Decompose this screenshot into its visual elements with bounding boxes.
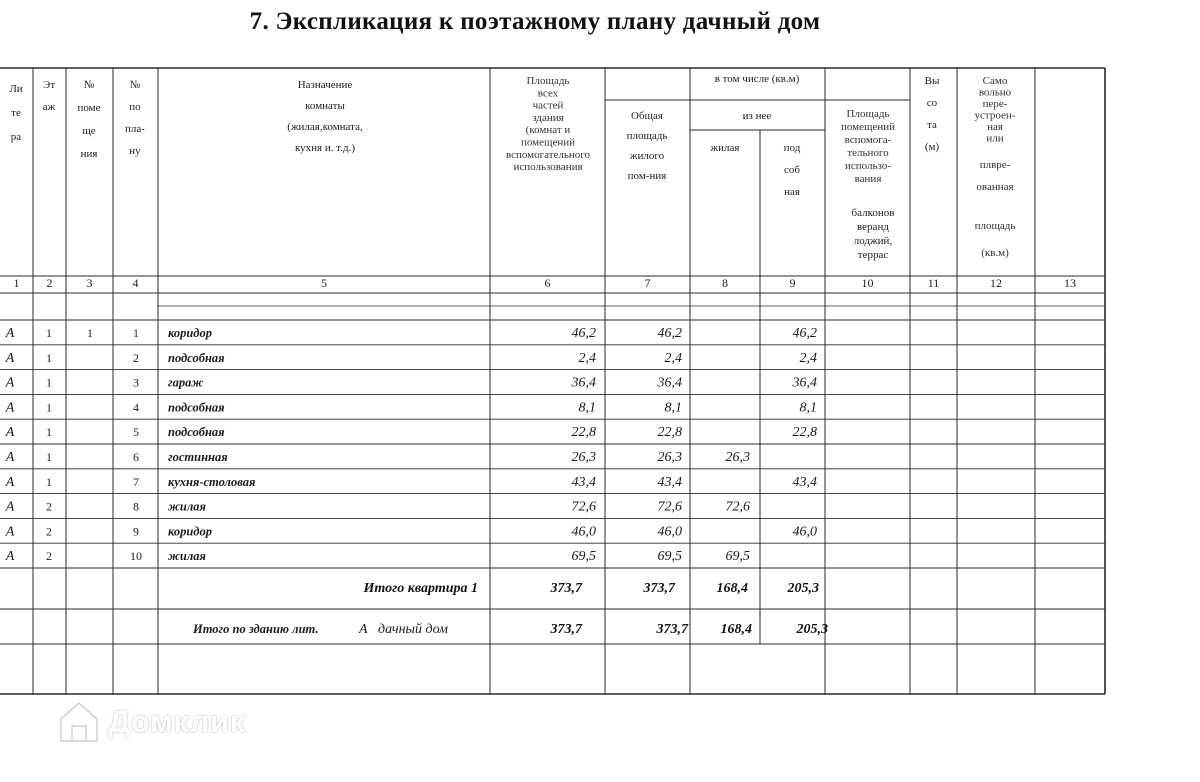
column-number: 4 [132, 276, 139, 290]
header-samovolno: пере- [982, 98, 1008, 110]
cell-litera: А [5, 474, 15, 490]
header-ploshchad-vspom: тельного [847, 147, 889, 159]
header-ploshchad-vsekh: Площадь [526, 75, 570, 87]
cell-etazh: 1 [46, 450, 52, 464]
cell-litera: А [5, 450, 15, 465]
header-ploshchad-vsekh: всех [537, 87, 559, 100]
header-nomer-po-planu: № [129, 79, 141, 91]
header-obshchaya: Общая [631, 110, 663, 122]
cell-ploshchad-vsekh: 26,3 [571, 450, 596, 465]
cell-nomer-po-planu: 1 [133, 326, 139, 340]
cell-ploshchad-vsekh: 72,6 [571, 499, 596, 515]
column-number: 3 [86, 276, 93, 290]
watermark [58, 698, 246, 746]
header-v-tom-chisle: в том числе (кв.м) [714, 73, 800, 85]
cell-ploshchad-vsekh: 46,0 [571, 524, 596, 540]
house-logo-icon [58, 699, 100, 745]
header-ploshchad-vspom: Площадь [846, 108, 890, 120]
cell-nomer-po-planu: 4 [133, 400, 139, 415]
cell-obshchaya: 43,4 [657, 474, 682, 490]
cell-etazh: 1 [46, 400, 52, 415]
header-nomer-pomeshcheniya: ния [80, 148, 98, 160]
total-zdanie-suffix: дачный дом [378, 622, 448, 637]
cell-naznachenie: подсобная [168, 400, 225, 415]
cell-obshchaya: 72,6 [657, 499, 682, 515]
header-nomer-pomeshcheniya: № [83, 79, 95, 91]
header-balkonov: террас [857, 249, 889, 261]
cell-podsobnaya: 22,8 [792, 425, 817, 441]
header-naznachenie: кухня и. т.д.) [294, 142, 356, 154]
cell-obshchaya: 69,5 [657, 549, 682, 565]
header-samovolno: ованная [976, 181, 1014, 193]
column-number: 10 [861, 276, 874, 290]
cell-nomer-po-planu: 6 [133, 450, 139, 464]
header-ploshchad-vspom: вания [854, 173, 882, 185]
cell-litera: А [5, 326, 15, 341]
header-vysota: со [926, 97, 938, 109]
cell-etazh: 2 [46, 524, 52, 539]
cell-etazh: 1 [46, 326, 52, 340]
cell-ploshchad-vsekh: 36,4 [571, 375, 596, 391]
cell-naznachenie: гостинная [168, 450, 228, 464]
cell-podsobnaya: 36,4 [792, 375, 817, 391]
cell-etazh: 2 [46, 549, 52, 564]
header-samovolno: площадь [974, 220, 1016, 232]
header-vysota: та [927, 119, 937, 131]
cell-nomer-po-planu: 8 [133, 499, 139, 514]
header-ploshchad-vsekh: (комнат и [525, 124, 571, 137]
total-kvartira-total: 373,7 [550, 581, 582, 596]
header-samovolno: ная [987, 121, 1003, 133]
cell-podsobnaya: 8,1 [799, 400, 817, 416]
cell-naznachenie: жилая [168, 549, 206, 564]
header-ploshchad-vspom: вспомога- [844, 134, 892, 146]
watermark-text: Домклик [108, 704, 246, 739]
header-litera: те [11, 107, 21, 119]
header-nomer-po-planu: по [129, 101, 141, 113]
cell-nomer-po-planu: 3 [133, 375, 139, 390]
cell-naznachenie: коридор [168, 524, 213, 539]
header-obshchaya: жилого [629, 150, 665, 162]
header-samovolno: или [986, 132, 1004, 145]
cell-obshchaya: 46,2 [657, 326, 682, 341]
cell-obshchaya: 26,3 [657, 450, 682, 465]
header-etazh: аж [42, 101, 56, 113]
cell-naznachenie: жилая [168, 499, 206, 514]
cell-ploshchad-vsekh: 46,2 [571, 326, 596, 341]
header-balkonov: лоджий, [853, 235, 893, 247]
header-ploshchad-vsekh: вспомогательного [505, 148, 591, 161]
header-obshchaya: площадь [626, 130, 668, 142]
cell-etazh: 2 [46, 499, 52, 514]
cell-obshchaya: 46,0 [657, 524, 682, 540]
cell-obshchaya: 8,1 [664, 400, 682, 416]
header-ploshchad-vsekh: здания [532, 111, 564, 124]
cell-naznachenie: коридор [168, 326, 213, 340]
column-number: 9 [789, 276, 796, 290]
total-kvartira-obshchaya: 373,7 [643, 581, 675, 596]
cell-litera: А [5, 375, 15, 391]
header-zhilaya: жилая [710, 142, 740, 154]
header-podsobnaya: ная [784, 186, 800, 198]
total-zdanie-zhilaya: 168,4 [720, 622, 752, 637]
header-samovolno: устроен- [974, 109, 1016, 122]
cell-zhilaya: 69,5 [725, 549, 750, 565]
cell-obshchaya: 22,8 [657, 425, 682, 441]
header-balkonov: балконов [851, 207, 895, 219]
header-ploshchad-vspom: использо- [845, 160, 891, 172]
column-number: 1 [13, 276, 20, 290]
column-number: 5 [321, 276, 327, 290]
cell-nomer-po-planu: 7 [133, 474, 139, 489]
cell-litera: А [5, 400, 15, 416]
header-litera: Ли [9, 83, 23, 95]
cell-ploshchad-vsekh: 43,4 [571, 474, 596, 490]
cell-nomer-pomeshcheniya: 1 [87, 326, 93, 340]
header-nomer-po-planu: ну [129, 145, 141, 157]
column-number: 8 [722, 276, 728, 290]
header-podsobnaya: соб [784, 164, 800, 176]
cell-podsobnaya: 46,0 [792, 524, 817, 540]
cell-naznachenie: кухня-столовая [168, 474, 256, 489]
column-number: 13 [1064, 276, 1076, 290]
header-nomer-pomeshcheniya: поме [77, 102, 101, 114]
total-zdanie-litera: А [359, 622, 368, 637]
header-ploshchad-vsekh: помещений [520, 136, 576, 149]
cell-obshchaya: 36,4 [657, 375, 682, 391]
total-kvartira-zhilaya: 168,4 [716, 581, 748, 596]
column-number: 7 [644, 276, 651, 290]
header-naznachenie: (жилая,комната, [287, 121, 363, 133]
cell-podsobnaya: 46,2 [792, 326, 817, 341]
header-vysota: Вы [924, 75, 940, 87]
total-zdanie-obshchaya: 373,7 [656, 622, 688, 637]
cell-ploshchad-vsekh: 22,8 [571, 425, 596, 441]
column-number: 6 [544, 276, 551, 290]
header-obshchaya: пом-ния [627, 170, 667, 182]
header-naznachenie: Назначение [297, 79, 353, 91]
cell-litera: А [5, 549, 15, 565]
cell-litera: А [5, 499, 15, 515]
header-naznachenie: комнаты [305, 100, 345, 112]
total-kvartira-podsobnaya: 205,3 [787, 581, 819, 596]
header-etazh: Эт [42, 79, 56, 91]
cell-naznachenie: подсобная [168, 425, 225, 440]
table-content [5, 73, 1076, 637]
header-iz-nee: из нее [742, 110, 772, 122]
header-balkonov: веранд [857, 221, 889, 233]
cell-litera: А [5, 524, 15, 540]
header-nomer-po-planu: пла- [125, 123, 145, 135]
header-samovolno: (кв.м) [981, 247, 1009, 259]
header-samovolno: вольно [978, 86, 1012, 99]
cell-podsobnaya: 2,4 [799, 350, 817, 366]
header-vysota: (м) [924, 141, 940, 153]
header-litera: ра [10, 131, 22, 143]
cell-podsobnaya: 43,4 [792, 474, 817, 490]
cell-litera: А [5, 425, 15, 441]
cell-ploshchad-vsekh: 69,5 [571, 549, 596, 565]
page-title: 7. Экспликация к поэтажному плану дачный дом [249, 8, 821, 35]
total-zdanie-total: 373,7 [550, 622, 582, 637]
column-number: 12 [990, 276, 1002, 290]
cell-ploshchad-vsekh: 8,1 [578, 400, 596, 416]
cell-etazh: 1 [46, 474, 52, 489]
cell-etazh: 1 [46, 425, 52, 440]
column-number: 2 [46, 276, 53, 290]
cell-nomer-po-planu: 9 [133, 524, 139, 539]
cell-zhilaya: 26,3 [725, 450, 750, 465]
cell-nomer-po-planu: 10 [130, 549, 142, 564]
header-ploshchad-vspom: помещений [840, 121, 896, 133]
header-podsobnaya: под [783, 142, 801, 154]
cell-zhilaya: 72,6 [725, 499, 750, 515]
cell-naznachenie: подсобная [168, 350, 225, 365]
cell-nomer-po-planu: 2 [133, 350, 139, 365]
header-ploshchad-vsekh: частей [532, 99, 564, 112]
total-kvartira-label: Итого квартира 1 [363, 581, 478, 596]
total-zdanie-label: Итого по зданию лит. [193, 622, 319, 636]
header-samovolno: Само [982, 75, 1008, 87]
cell-naznachenie: гараж [168, 375, 204, 390]
header-samovolno: плвре- [979, 159, 1011, 171]
cell-obshchaya: 2,4 [664, 350, 682, 366]
cell-etazh: 1 [46, 350, 52, 365]
cell-litera: А [5, 350, 15, 366]
cell-etazh: 1 [46, 375, 52, 390]
header-nomer-pomeshcheniya: ще [82, 125, 96, 137]
cell-nomer-po-planu: 5 [133, 425, 139, 440]
cell-ploshchad-vsekh: 2,4 [578, 350, 596, 366]
column-number: 11 [927, 276, 940, 290]
header-ploshchad-vsekh: использования [513, 161, 583, 174]
total-zdanie-podsobnaya: 205,3 [796, 622, 828, 637]
